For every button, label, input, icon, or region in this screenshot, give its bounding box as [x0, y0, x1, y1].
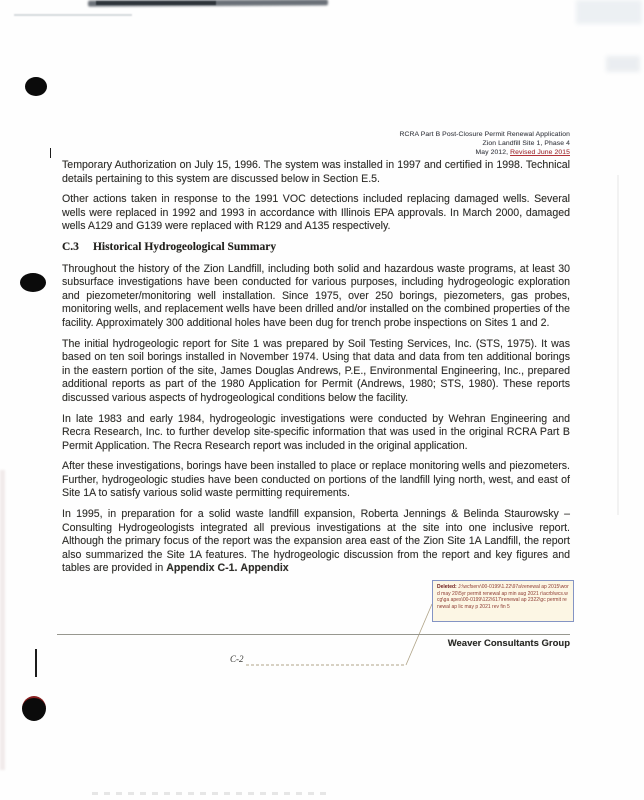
- paragraph-initial-report: The initial hydrogeologic report for Site 1 was prepared by Soil Testing Services, Inc. (STS, 1975). It was based on ten soil borings installed in November 1974. Using that data and data from ten additional borings in the eastern portion of the site, James Douglas Andrews, P.E., Environmental Engineering, Inc., prepared additional reports as part of the 1980 Application for Permit (Andrews, 1980; STS, 1980). These reports discussed various aspects of hydrogeological conditions below the facility.: [62, 337, 570, 404]
- header-line-application: RCRA Part B Post-Closure Permit Renewal Application: [399, 131, 570, 138]
- page-number: C-2: [230, 654, 244, 664]
- footer-rule: [57, 634, 570, 635]
- scan-streak-right: [617, 175, 619, 515]
- deleted-text: J:\wcfserv\00-0199\1.22\97a\renewal ap 2015\word may 20\5yr permit renewal ap min aug 2021 r\acrb\wcs.wcg\ga apes\00-0199\122\617\renewal ap 2322\gc permit renewal ap lic may p 2021 rev fin 5: [437, 584, 569, 610]
- page-edge-mark-bottom: [35, 649, 37, 677]
- header-line-site: Zion Landfill Site 1, Phase 4: [482, 140, 570, 147]
- appendix-word: Appendix: [240, 562, 289, 575]
- header-line-date: [399, 148, 570, 157]
- scan-smudge-top: [88, 0, 328, 7]
- paragraph-temporary-authorization: Temporary Authorization on July 15, 1996. The system was installed in 1997 and certified in 1998. Technical details pertaining to this system are discussed below in Section E.5.: [62, 159, 570, 185]
- appendix-reference: Appendix C-1.: [166, 562, 238, 575]
- hole-punch-dot-top: [25, 77, 47, 96]
- scan-dashes-bottom: [92, 792, 332, 795]
- paragraph-after-investigations: After these investigations, borings have been installed to place or replace monitoring wells and piezometers. Further, hydrogeologic studies have been conducted on portions of the landfill lying north, west, and east of Site 1A to satisfy various solid waste permitting requirements.: [62, 460, 570, 500]
- scan-edge-left: [0, 470, 5, 770]
- hole-punch-dot-middle: [20, 273, 46, 292]
- scan-smudge-top-right: [576, 0, 642, 24]
- paragraph-1995-text: In 1995, in preparation for a solid waste landfill expansion, Roberta Jennings & Belinda Staurowsky – Consulting Hydrogeologists integrated all previous investigations at the site into one inclusive report. Although the primary focus of the report was the expansion area east of the Zion Site 1A Landfill, the report also summarized the Site 1A features. The hydrogeologic discussion from the report and key figures and tables are provided in: [62, 508, 570, 575]
- header-revision-date: Revised June 2015: [510, 149, 570, 156]
- section-number: C.3: [62, 240, 79, 253]
- scan-smudge-line: [14, 14, 132, 16]
- footer-company: Weaver Consultants Group: [447, 638, 570, 649]
- paragraph-1995-expansion: [62, 508, 570, 576]
- scan-smudge-right-edge: [606, 56, 640, 72]
- section-title: Historical Hydrogeological Summary: [92, 240, 277, 253]
- deleted-comment-box: [432, 580, 574, 622]
- section-heading: [62, 241, 570, 255]
- hole-punch-dot-bottom: [22, 696, 46, 721]
- document-body: [62, 159, 570, 583]
- paragraph-history: Throughout the history of the Zion Landfill, including both solid and hazardous waste programs, at least 30 subsurface investigations have been conducted for various purposes, including hydrogeologic exploration and piezometer/monitoring well installation. Since 1975, over 250 borings, piezometers, gas probes, monitoring wells, and replacement wells have been drilled and/or installed on the combined properties of the facility. Approximately 300 additional holes have been dug for trench probe inspections on Sites 1 and 2.: [62, 262, 570, 329]
- document-header: [399, 130, 570, 157]
- page-edge-mark-top: [50, 148, 51, 158]
- paragraph-voc-detections: Other actions taken in response to the 1991 VOC detections included replacing damaged wells. Several wells were replaced in 1992 and 1993 in accordance with Illinois EPA approvals. In March 2000, damaged wells A129 and G139 were replaced with R129 and A135 respectively.: [62, 193, 570, 233]
- scan-smudge-top-dark: [96, 1, 216, 5]
- deleted-label: Deleted:: [437, 584, 459, 590]
- paragraph-1983-investigations: In late 1983 and early 1984, hydrogeologic investigations were conducted by Wehran Engineering and Recra Research, Inc. to further develop site-specific information that was used in the original RCRA Part B Permit Application. The Recra Research report was included in the original application.: [62, 412, 570, 452]
- header-date: May 2012,: [475, 149, 511, 156]
